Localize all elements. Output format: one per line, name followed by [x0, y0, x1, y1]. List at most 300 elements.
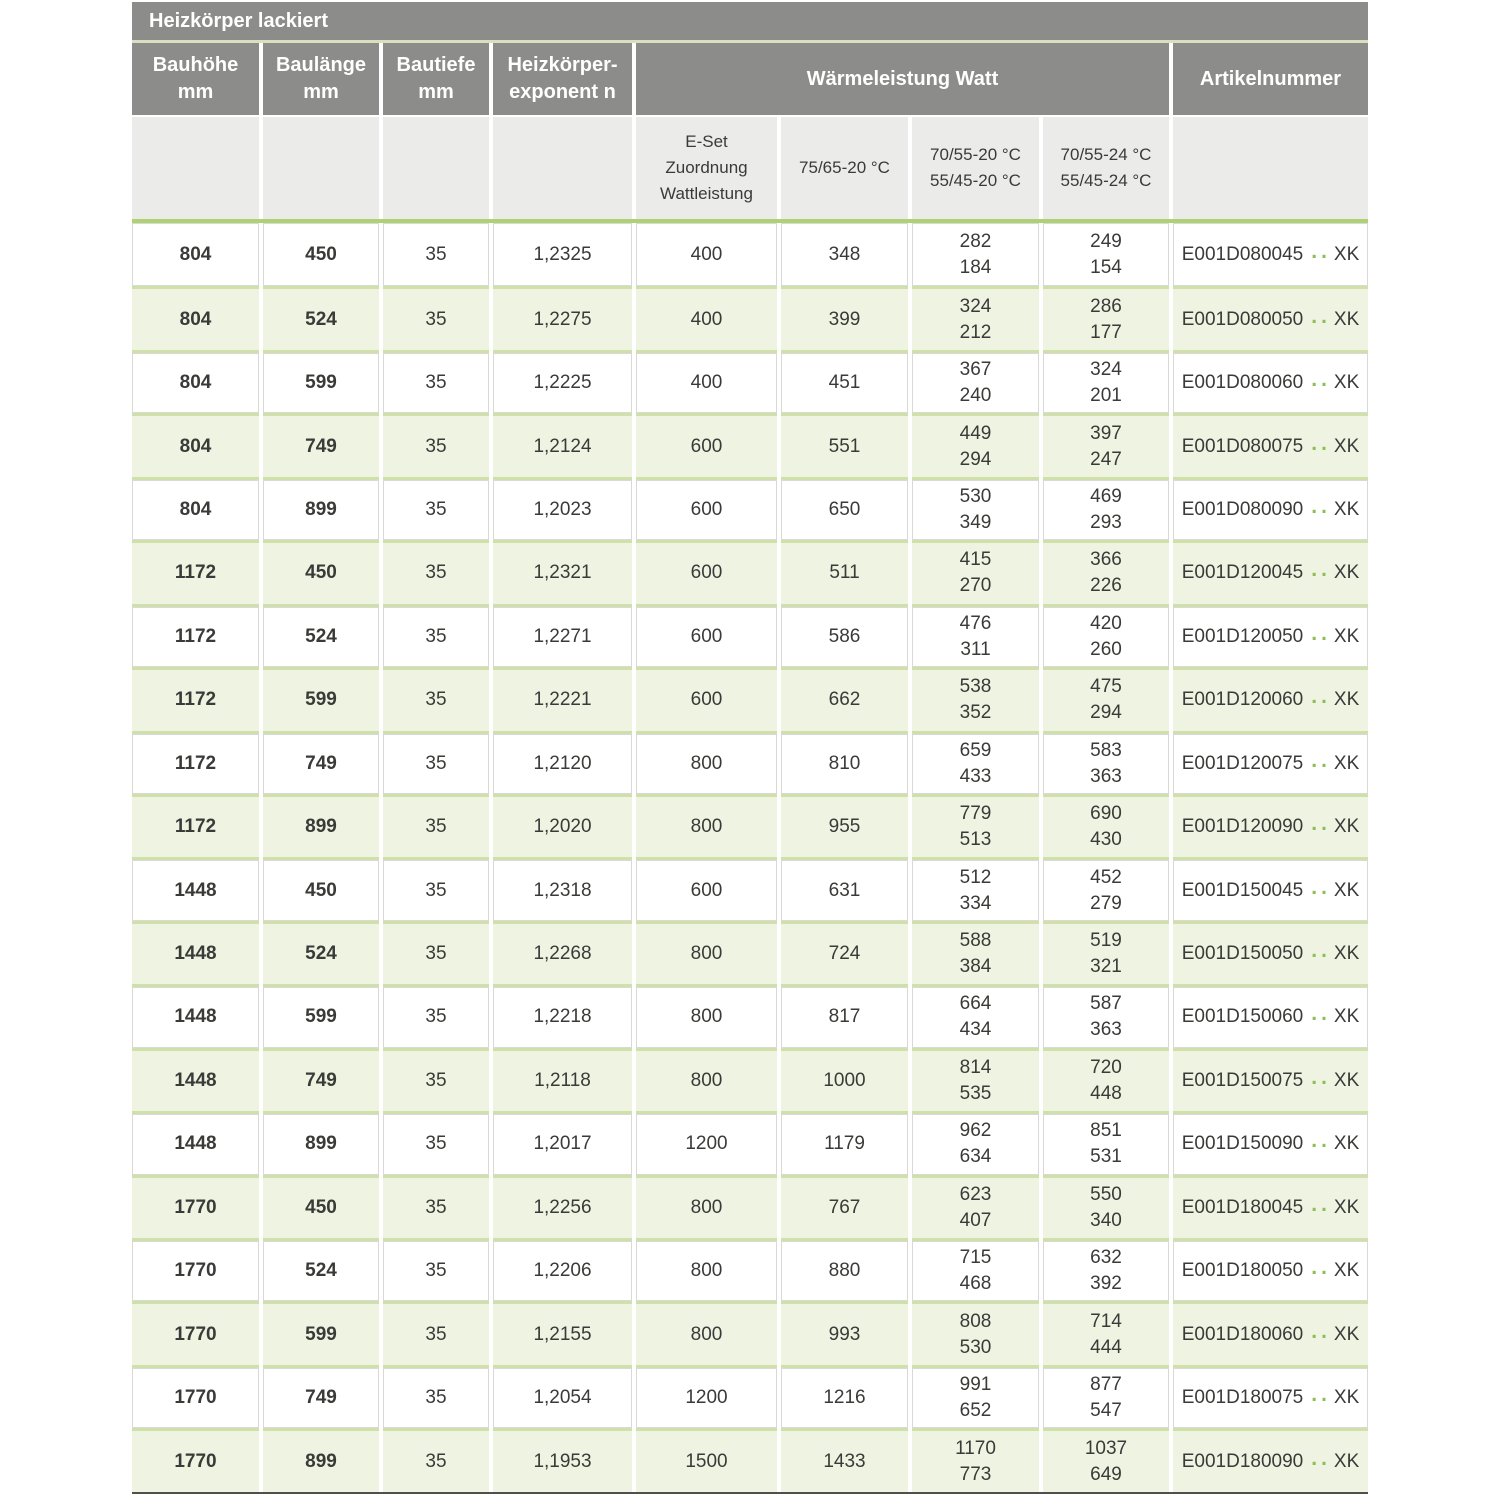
- artikel-suffix: XK: [1333, 625, 1360, 647]
- cell-value: 1,2325: [533, 243, 592, 265]
- cell-watt-7565: [781, 1111, 908, 1174]
- cell-bauhoehe: [132, 857, 259, 920]
- cell-watt-7565: [781, 413, 908, 476]
- artikel-suffix: XK: [1333, 689, 1360, 711]
- cell-value: 240: [959, 385, 992, 407]
- cell-value: 367: [959, 359, 992, 381]
- cell-baulaenge: [263, 857, 379, 920]
- cell-artikelnummer: [1173, 1301, 1368, 1364]
- cell-value: 962: [959, 1120, 992, 1142]
- cell-value: 400: [690, 243, 723, 265]
- cell-baulaenge: [263, 540, 379, 603]
- artikel-code: E001D080090: [1181, 498, 1304, 520]
- cell-watt-7055-24: [1043, 1175, 1169, 1238]
- cell-value: 649: [1090, 1463, 1122, 1485]
- cell-value: 384: [959, 956, 992, 978]
- cell-value: 397: [1090, 422, 1122, 444]
- cell-bautiefe: [383, 286, 489, 349]
- cell-value: 1172: [174, 562, 217, 584]
- cell-watt-7565: [781, 604, 908, 667]
- cell-value: 600: [690, 562, 723, 584]
- cell-watt-7055-20: [912, 1365, 1039, 1428]
- cell-eset-watt: [636, 1428, 777, 1491]
- cell-value: 35: [425, 816, 447, 838]
- cell-value: 800: [690, 943, 723, 965]
- cell-exponent: [493, 286, 632, 349]
- cell-bautiefe: [383, 223, 489, 286]
- cell-watt-7565: [781, 921, 908, 984]
- cell-baulaenge: [263, 984, 379, 1047]
- cell-bauhoehe: [132, 984, 259, 1047]
- cell-bautiefe: [383, 477, 489, 540]
- artikel-code: E001D120045: [1181, 562, 1304, 584]
- cell-watt-7565: [781, 857, 908, 920]
- cell-bauhoehe: [132, 540, 259, 603]
- col-header-baulaenge: [263, 43, 379, 115]
- subheader-line: E-Set: [685, 132, 728, 151]
- cell-value: 35: [425, 879, 447, 901]
- spec-table: [132, 2, 1368, 1494]
- cell-exponent: [493, 1175, 632, 1238]
- cell-value: 599: [305, 1006, 337, 1028]
- table-row: [132, 1111, 1368, 1174]
- cell-bautiefe: [383, 794, 489, 857]
- subheader-line: 55/45-20 °C: [930, 171, 1021, 190]
- cell-eset-watt: [636, 1238, 777, 1301]
- subheader-row: [132, 117, 1368, 219]
- cell-value: 1,2124: [533, 435, 592, 457]
- cell-watt-7055-24: [1043, 223, 1169, 286]
- cell-value: 512: [959, 866, 992, 888]
- cell-bautiefe: [383, 1428, 489, 1491]
- cell-value: 407: [959, 1209, 992, 1231]
- cell-value: 35: [425, 372, 447, 394]
- cell-value: 1770: [174, 1260, 217, 1282]
- table-row: [132, 921, 1368, 984]
- subheader-line: 70/55-24 °C: [1060, 145, 1152, 164]
- cell-value: 321: [1090, 956, 1122, 978]
- cell-baulaenge: [263, 1428, 379, 1491]
- table-row: [132, 1175, 1368, 1238]
- artikel-suffix: XK: [1333, 1260, 1360, 1282]
- cell-artikelnummer: [1173, 984, 1368, 1047]
- artikel-code: E001D080045: [1181, 243, 1304, 265]
- cell-value: 880: [828, 1260, 861, 1282]
- cell-value: 35: [425, 1260, 447, 1282]
- cell-eset-watt: [636, 540, 777, 603]
- cell-value: 324: [959, 295, 992, 317]
- cell-exponent: [493, 350, 632, 413]
- cell-watt-7055-20: [912, 477, 1039, 540]
- cell-value: 363: [1090, 765, 1122, 787]
- cell-value: 1770: [174, 1196, 217, 1218]
- cell-exponent: [493, 1048, 632, 1111]
- cell-value: 804: [179, 498, 212, 520]
- cell-bautiefe: [383, 921, 489, 984]
- col-header-artikelnummer: Artikelnummer: [1173, 43, 1368, 115]
- artikel-code: E001D180090: [1181, 1450, 1304, 1472]
- cell-value: 531: [1090, 1146, 1122, 1168]
- subheader-empty: [263, 117, 379, 219]
- cell-value: 779: [959, 803, 992, 825]
- artikel-code: E001D180045: [1181, 1196, 1304, 1218]
- table-row: [132, 731, 1368, 794]
- cell-value: 1,2221: [533, 689, 592, 711]
- table-row: [132, 984, 1368, 1047]
- cell-watt-7055-24: [1043, 1428, 1169, 1491]
- cell-value: 260: [1090, 638, 1122, 660]
- cell-watt-7055-24: [1043, 1238, 1169, 1301]
- col-header-waermeleistung: Wärmeleistung Watt: [636, 43, 1169, 115]
- artikel-placeholder-dots: ..: [1311, 494, 1331, 518]
- artikel-placeholder-dots: ..: [1311, 1319, 1331, 1343]
- table-row: [132, 794, 1368, 857]
- cell-artikelnummer: [1173, 350, 1368, 413]
- cell-exponent: [493, 857, 632, 920]
- cell-value: 444: [1090, 1336, 1122, 1358]
- cell-value: 877: [1090, 1374, 1122, 1396]
- cell-value: 1770: [174, 1450, 217, 1472]
- cell-value: 714: [1090, 1310, 1122, 1332]
- subheader-empty: [132, 117, 259, 219]
- cell-eset-watt: [636, 921, 777, 984]
- cell-bauhoehe: [132, 286, 259, 349]
- cell-value: 433: [959, 765, 992, 787]
- cell-value: 634: [959, 1146, 992, 1168]
- cell-baulaenge: [263, 604, 379, 667]
- col-header-line: Bauhöhe: [152, 54, 239, 76]
- cell-value: 349: [959, 511, 992, 533]
- cell-value: 800: [690, 1196, 723, 1218]
- artikel-placeholder-dots: ..: [1311, 1065, 1331, 1089]
- cell-bauhoehe: [132, 1048, 259, 1111]
- col-header-line: exponent n: [509, 81, 616, 103]
- cell-value: 1172: [174, 689, 217, 711]
- cell-bautiefe: [383, 350, 489, 413]
- cell-exponent: [493, 731, 632, 794]
- cell-artikelnummer: [1173, 1238, 1368, 1301]
- cell-value: 600: [690, 625, 723, 647]
- artikel-placeholder-dots: ..: [1311, 1002, 1331, 1026]
- cell-value: 511: [829, 562, 860, 584]
- cell-eset-watt: [636, 794, 777, 857]
- cell-watt-7565: [781, 1175, 908, 1238]
- cell-bauhoehe: [132, 413, 259, 476]
- cell-value: 899: [305, 1450, 337, 1472]
- cell-value: 450: [305, 562, 337, 584]
- cell-value: 35: [425, 752, 447, 774]
- cell-value: 773: [959, 1463, 992, 1485]
- table-row: [132, 1238, 1368, 1301]
- cell-baulaenge: [263, 1048, 379, 1111]
- artikel-suffix: XK: [1333, 943, 1360, 965]
- cell-value: 538: [959, 676, 992, 698]
- artikel-code: E001D180075: [1181, 1387, 1304, 1409]
- cell-value: 1448: [174, 1069, 217, 1091]
- cell-bauhoehe: [132, 667, 259, 730]
- cell-artikelnummer: [1173, 921, 1368, 984]
- cell-value: 1,2020: [533, 816, 592, 838]
- cell-value: 659: [959, 739, 992, 761]
- cell-value: 720: [1090, 1056, 1122, 1078]
- cell-value: 652: [959, 1400, 992, 1422]
- cell-bauhoehe: [132, 1365, 259, 1428]
- artikel-suffix: XK: [1333, 1006, 1360, 1028]
- cell-eset-watt: [636, 286, 777, 349]
- cell-value: 1172: [174, 752, 217, 774]
- cell-value: 35: [425, 689, 447, 711]
- cell-exponent: [493, 604, 632, 667]
- cell-value: 1,1953: [533, 1450, 592, 1472]
- cell-exponent: [493, 477, 632, 540]
- cell-eset-watt: [636, 1048, 777, 1111]
- cell-baulaenge: [263, 1238, 379, 1301]
- cell-value: 767: [828, 1196, 861, 1218]
- cell-value: 600: [690, 498, 723, 520]
- table-row: [132, 223, 1368, 286]
- cell-value: 286: [1090, 295, 1122, 317]
- cell-value: 955: [828, 816, 861, 838]
- cell-value: 450: [305, 243, 337, 265]
- cell-eset-watt: [636, 477, 777, 540]
- cell-value: 35: [425, 1450, 447, 1472]
- table-row: [132, 1301, 1368, 1364]
- cell-value: 468: [959, 1273, 992, 1295]
- cell-watt-7055-24: [1043, 731, 1169, 794]
- cell-baulaenge: [263, 1111, 379, 1174]
- cell-value: 1,2225: [533, 372, 592, 394]
- cell-watt-7055-20: [912, 1428, 1039, 1491]
- cell-value: 35: [425, 1387, 447, 1409]
- cell-baulaenge: [263, 286, 379, 349]
- cell-value: 530: [959, 485, 992, 507]
- subheader-empty: [1173, 117, 1368, 219]
- cell-artikelnummer: [1173, 540, 1368, 603]
- cell-bautiefe: [383, 857, 489, 920]
- cell-value: 247: [1090, 448, 1122, 470]
- cell-value: 1216: [823, 1387, 866, 1409]
- cell-bautiefe: [383, 667, 489, 730]
- cell-watt-7055-24: [1043, 667, 1169, 730]
- cell-watt-7565: [781, 1428, 908, 1491]
- cell-value: 550: [1090, 1183, 1122, 1205]
- cell-bauhoehe: [132, 350, 259, 413]
- artikel-suffix: XK: [1333, 243, 1360, 265]
- cell-watt-7565: [781, 984, 908, 1047]
- cell-value: 1,2271: [533, 625, 592, 647]
- cell-value: 212: [959, 321, 992, 343]
- cell-value: 184: [959, 256, 992, 278]
- cell-value: 177: [1090, 321, 1122, 343]
- cell-exponent: [493, 413, 632, 476]
- cell-value: 800: [690, 1260, 723, 1282]
- cell-watt-7055-20: [912, 1301, 1039, 1364]
- subheader-line: 55/45-24 °C: [1060, 171, 1152, 190]
- cell-bauhoehe: [132, 1175, 259, 1238]
- subheader-line: Wattleistung: [660, 184, 753, 203]
- cell-value: 513: [959, 829, 992, 851]
- artikel-code: E001D150060: [1181, 1006, 1304, 1028]
- artikel-code: E001D080075: [1181, 435, 1304, 457]
- cell-baulaenge: [263, 1301, 379, 1364]
- cell-value: 1770: [174, 1387, 217, 1409]
- cell-value: 817: [828, 1006, 861, 1028]
- artikel-placeholder-dots: ..: [1311, 939, 1331, 963]
- cell-value: 324: [1090, 359, 1122, 381]
- cell-watt-7055-20: [912, 350, 1039, 413]
- table-row: [132, 1365, 1368, 1428]
- cell-watt-7565: [781, 350, 908, 413]
- cell-value: 632: [1090, 1247, 1122, 1269]
- cell-value: 583: [1090, 739, 1122, 761]
- cell-watt-7055-20: [912, 921, 1039, 984]
- cell-watt-7565: [781, 540, 908, 603]
- cell-watt-7055-24: [1043, 540, 1169, 603]
- cell-bautiefe: [383, 731, 489, 794]
- cell-value: 804: [179, 372, 212, 394]
- cell-value: 35: [425, 1133, 447, 1155]
- cell-exponent: [493, 1238, 632, 1301]
- cell-exponent: [493, 223, 632, 286]
- cell-exponent: [493, 1365, 632, 1428]
- cell-value: 35: [425, 1196, 447, 1218]
- cell-value: 450: [305, 1196, 337, 1218]
- artikel-suffix: XK: [1333, 752, 1360, 774]
- cell-value: 530: [959, 1336, 992, 1358]
- cell-bautiefe: [383, 413, 489, 476]
- cell-artikelnummer: [1173, 604, 1368, 667]
- cell-value: 1,2318: [533, 879, 592, 901]
- cell-artikelnummer: [1173, 794, 1368, 857]
- artikel-code: E001D120050: [1181, 625, 1304, 647]
- cell-bauhoehe: [132, 731, 259, 794]
- cell-value: 201: [1090, 385, 1122, 407]
- cell-exponent: [493, 540, 632, 603]
- table-row: [132, 604, 1368, 667]
- table-title: [132, 2, 1368, 40]
- subheader-line: Zuordnung: [665, 158, 748, 177]
- table-title-text: Heizkörper lackiert: [149, 10, 328, 32]
- cell-watt-7565: [781, 477, 908, 540]
- cell-artikelnummer: [1173, 413, 1368, 476]
- cell-exponent: [493, 984, 632, 1047]
- cell-value: 600: [690, 435, 723, 457]
- cell-value: 279: [1090, 892, 1122, 914]
- cell-value: 1448: [174, 943, 217, 965]
- artikel-suffix: XK: [1333, 1323, 1360, 1345]
- artikel-placeholder-dots: ..: [1311, 558, 1331, 582]
- col-header-exponent: [493, 43, 632, 115]
- cell-value: 1172: [174, 625, 217, 647]
- cell-value: 524: [305, 308, 337, 330]
- cell-watt-7055-20: [912, 1175, 1039, 1238]
- cell-value: 400: [690, 308, 723, 330]
- cell-watt-7055-20: [912, 540, 1039, 603]
- cell-value: 814: [959, 1056, 992, 1078]
- cell-value: 899: [305, 1133, 337, 1155]
- cell-value: 154: [1090, 256, 1122, 278]
- cell-watt-7055-24: [1043, 350, 1169, 413]
- cell-eset-watt: [636, 1365, 777, 1428]
- cell-value: 334: [959, 892, 992, 914]
- col-header-line: Heizkörper-: [507, 54, 618, 76]
- cell-value: 294: [1090, 702, 1122, 724]
- subheader-empty: [493, 117, 632, 219]
- cell-value: 810: [828, 752, 861, 774]
- cell-value: 749: [305, 435, 337, 457]
- cell-value: 348: [828, 243, 861, 265]
- cell-watt-7055-24: [1043, 477, 1169, 540]
- cell-value: 476: [959, 612, 992, 634]
- cell-value: 311: [960, 638, 991, 660]
- col-header-line: mm: [303, 81, 339, 103]
- cell-watt-7055-20: [912, 1238, 1039, 1301]
- cell-value: 1,2256: [533, 1196, 592, 1218]
- cell-watt-7055-20: [912, 794, 1039, 857]
- cell-value: 991: [959, 1374, 992, 1396]
- artikel-suffix: XK: [1333, 435, 1360, 457]
- cell-value: 366: [1090, 549, 1122, 571]
- col-header-bauhoehe: [132, 43, 259, 115]
- cell-bautiefe: [383, 1365, 489, 1428]
- cell-value: 1170: [955, 1437, 996, 1459]
- cell-bauhoehe: [132, 921, 259, 984]
- cell-watt-7055-24: [1043, 1365, 1169, 1428]
- artikel-placeholder-dots: ..: [1311, 1192, 1331, 1216]
- cell-watt-7055-24: [1043, 857, 1169, 920]
- cell-value: 690: [1090, 803, 1122, 825]
- cell-value: 588: [959, 930, 992, 952]
- artikel-placeholder-dots: ..: [1311, 304, 1331, 328]
- cell-bautiefe: [383, 1048, 489, 1111]
- artikel-code: E001D150050: [1181, 943, 1304, 965]
- cell-watt-7565: [781, 731, 908, 794]
- artikel-placeholder-dots: ..: [1311, 1383, 1331, 1407]
- cell-bauhoehe: [132, 604, 259, 667]
- cell-watt-7055-24: [1043, 286, 1169, 349]
- cell-value: 662: [828, 689, 861, 711]
- cell-value: 270: [959, 575, 992, 597]
- cell-bauhoehe: [132, 477, 259, 540]
- cell-value: 294: [959, 448, 992, 470]
- cell-bauhoehe: [132, 223, 259, 286]
- cell-value: 1,2206: [533, 1260, 592, 1282]
- cell-value: 430: [1090, 829, 1122, 851]
- artikel-placeholder-dots: ..: [1311, 685, 1331, 709]
- artikel-placeholder-dots: ..: [1311, 1129, 1331, 1153]
- artikel-code: E001D180060: [1181, 1323, 1304, 1345]
- cell-value: 400: [690, 372, 723, 394]
- col-header-bautiefe: [383, 43, 489, 115]
- cell-value: 449: [959, 422, 992, 444]
- cell-value: 899: [305, 498, 337, 520]
- cell-value: 749: [305, 1387, 337, 1409]
- cell-value: 282: [959, 230, 992, 252]
- cell-value: 535: [959, 1082, 992, 1104]
- cell-value: 599: [305, 1323, 337, 1345]
- cell-value: 664: [959, 993, 992, 1015]
- artikel-suffix: XK: [1333, 816, 1360, 838]
- cell-value: 1448: [174, 1133, 217, 1155]
- cell-bautiefe: [383, 1111, 489, 1174]
- cell-value: 631: [828, 879, 861, 901]
- cell-value: 451: [828, 372, 861, 394]
- artikel-suffix: XK: [1333, 1196, 1360, 1218]
- cell-value: 35: [425, 1069, 447, 1091]
- cell-bauhoehe: [132, 1301, 259, 1364]
- artikel-placeholder-dots: ..: [1311, 431, 1331, 455]
- cell-watt-7055-20: [912, 1111, 1039, 1174]
